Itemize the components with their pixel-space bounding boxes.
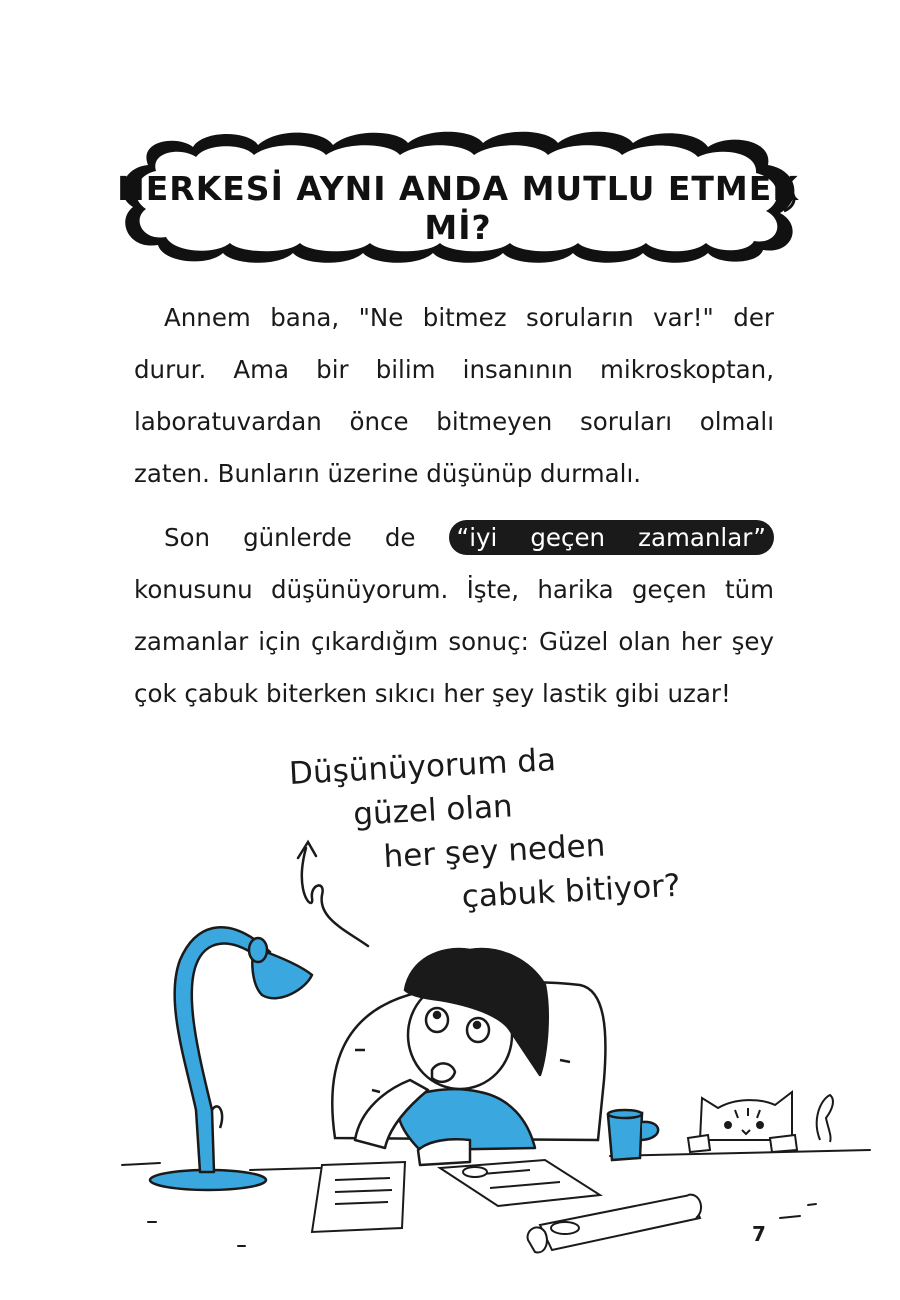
page-number: 7 — [752, 1222, 766, 1246]
thought-line-1: Düşünüyorum da — [288, 742, 557, 792]
paper-scroll-icon — [528, 1195, 701, 1253]
cat-icon — [688, 1092, 833, 1152]
highlighted-phrase: “iyi geçen zamanlar” — [449, 520, 774, 555]
desk-lamp-icon — [150, 927, 312, 1190]
thought-line-2: güzel olan — [352, 788, 514, 833]
paragraph-1-text: Annem bana, "Ne bitmez soruların var!" der durur. Ama bir bilim insanının mikroskoptan, laboratuvardan önce bitmeyen soruları olmalı zaten. Bunların üzerine düşünüp durmalı. — [134, 303, 774, 488]
thought-line-4: çabuk bitiyor? — [460, 867, 682, 916]
blue-mug-icon — [608, 1110, 658, 1160]
thought-line-3: her şey neden — [382, 827, 607, 876]
thought-arrow-icon — [298, 842, 368, 946]
paragraph-2-start: Son günlerde de — [164, 523, 449, 552]
paragraph-2-end: konusunu düşünüyorum. İşte, harika geçen tüm zamanlar için çıkardığım sonuç: Güzel olan her şey çok çabuk biterken sıkıcı her şey lastik gibi uzar! — [134, 575, 774, 708]
chapter-title: HERKESİ AYNI ANDA MUTLU ETMEK Mİ? — [117, 169, 799, 247]
